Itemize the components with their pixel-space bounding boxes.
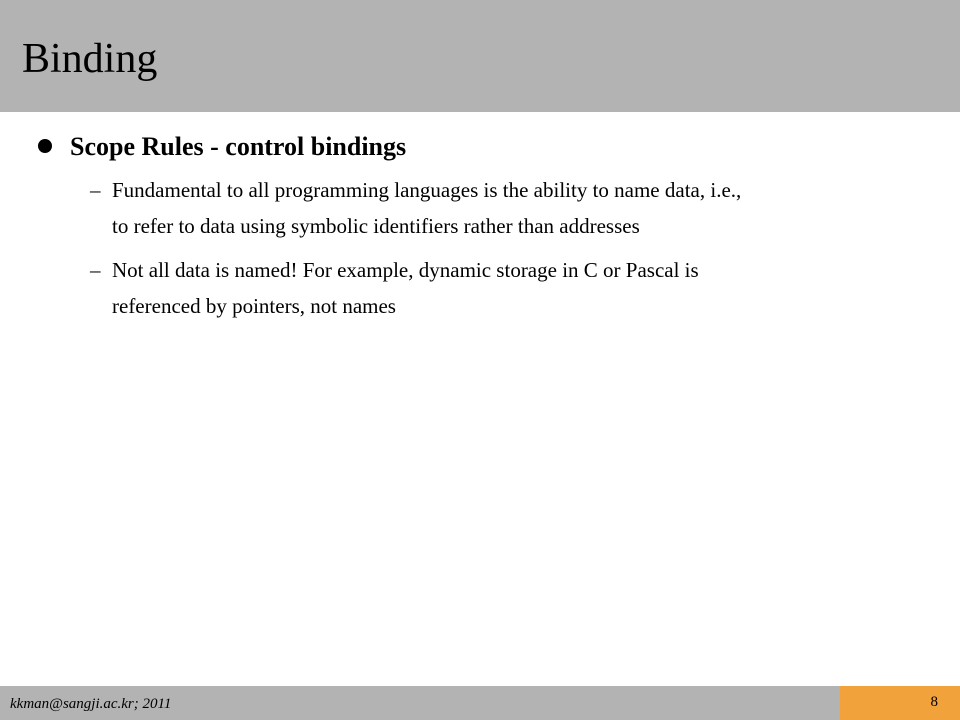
footer-author: kkman@sangji.ac.kr; 2011 bbox=[10, 696, 172, 712]
title-bar bbox=[0, 0, 960, 112]
sub-bullet-line: Not all data is named! For example, dynamic storage in C or Pascal is bbox=[112, 258, 699, 282]
dash-icon: – bbox=[90, 178, 101, 202]
dash-icon: – bbox=[90, 258, 101, 282]
page-number-box bbox=[840, 686, 960, 720]
page-number: 8 bbox=[930, 694, 938, 710]
sub-bullet-line: to refer to data using symbolic identifiers rather than addresses bbox=[112, 214, 640, 238]
sub-bullet-line: Fundamental to all programming languages is the ability to name data, i.e., bbox=[112, 178, 742, 202]
bullet-dot-icon bbox=[38, 139, 52, 153]
bullet-heading: Scope Rules - control bindings bbox=[70, 132, 407, 161]
footer-bar bbox=[0, 686, 960, 720]
sub-bullet-line: referenced by pointers, not names bbox=[112, 294, 396, 318]
bullet-item bbox=[38, 132, 938, 164]
sub-bullet-text bbox=[112, 252, 930, 324]
sub-bullet-text bbox=[112, 172, 930, 244]
slide-title: Binding bbox=[22, 36, 158, 82]
